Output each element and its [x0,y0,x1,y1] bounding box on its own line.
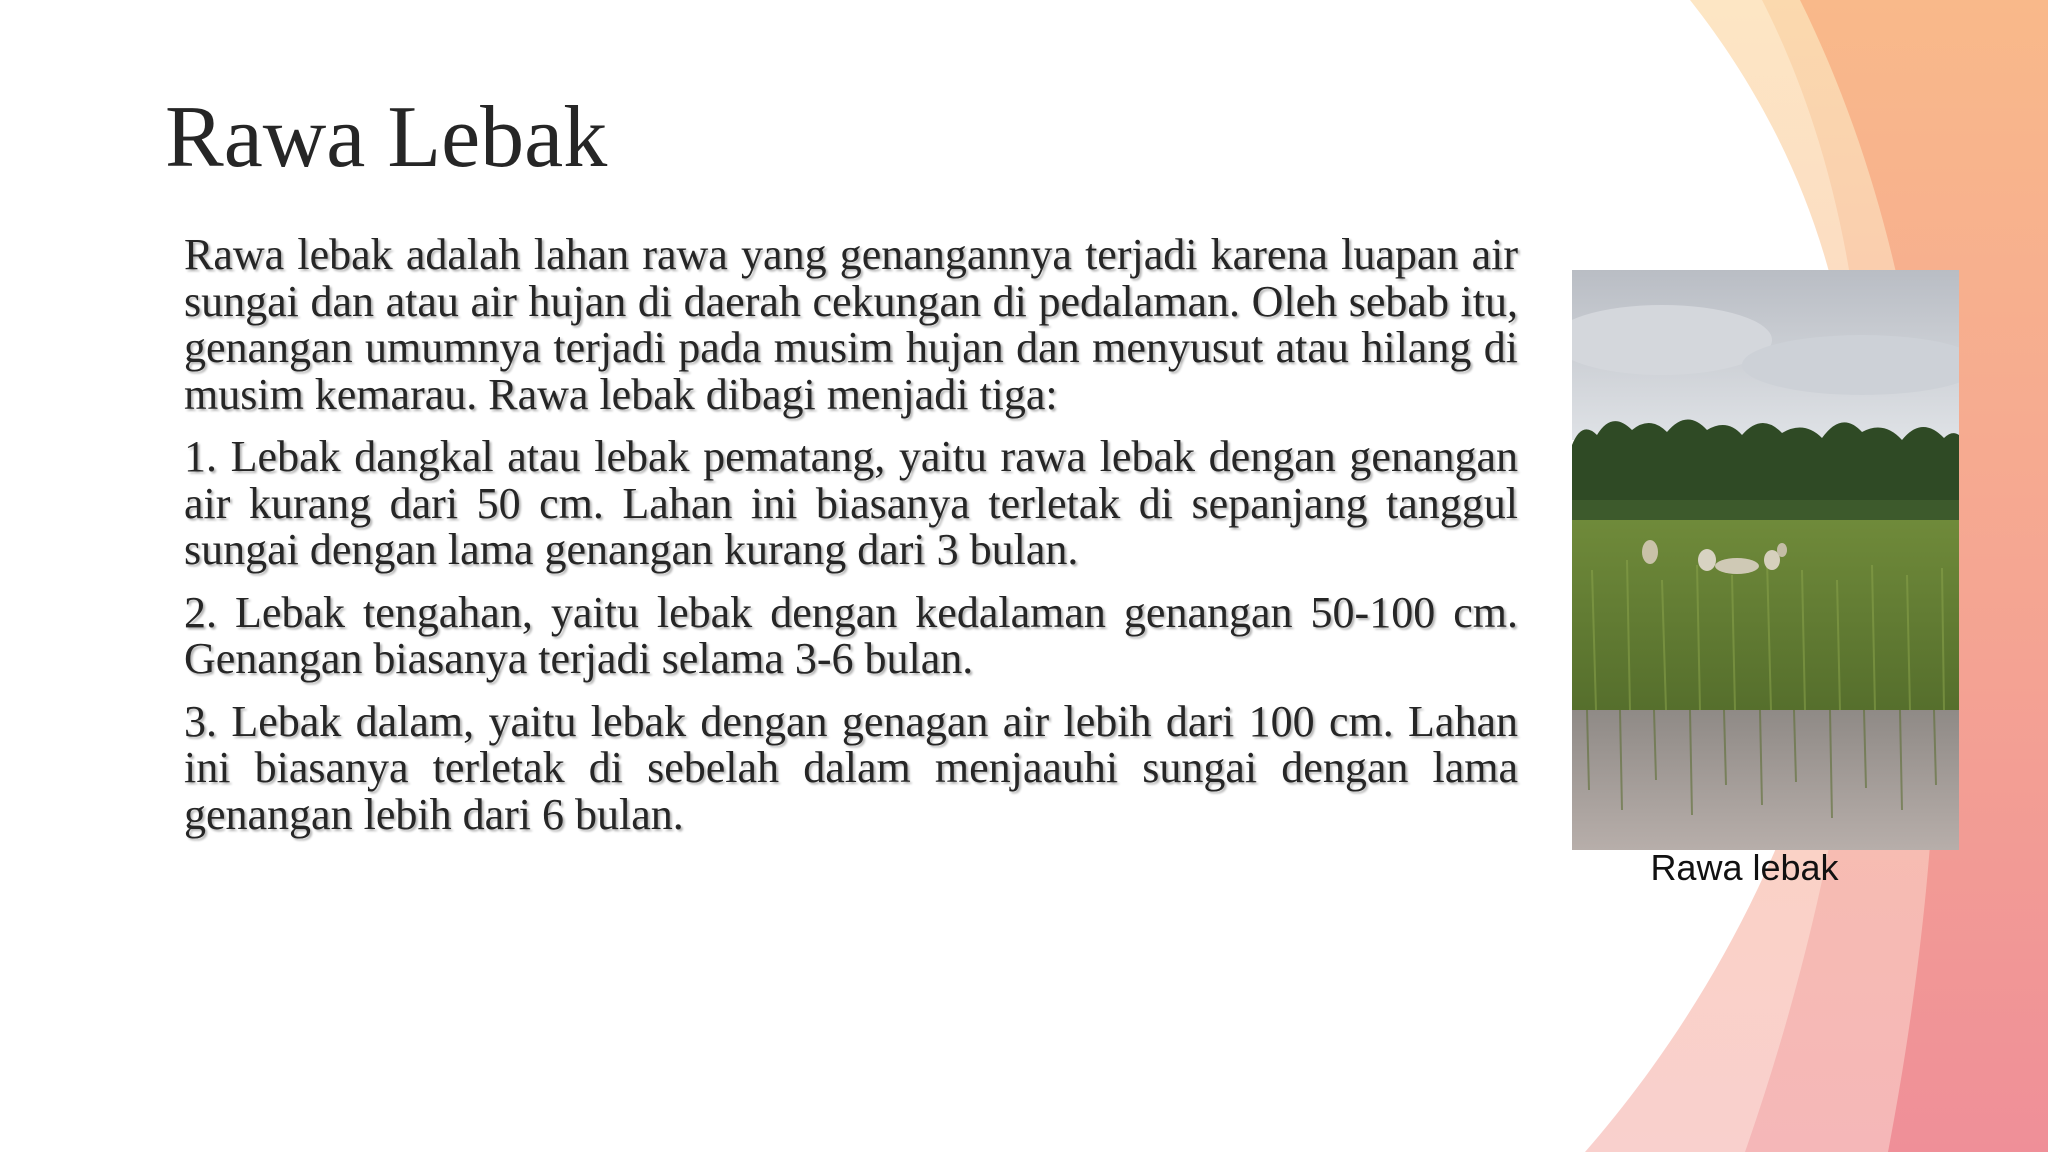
paragraph-intro: Rawa lebak adalah lahan rawa yang genangannya terjadi karena luapan air sungai dan atau air hujan di daerah cekungan di pedalaman. Oleh sebab itu, genangan umumnya terjadi pada musim hujan dan menyusut atau hilang di musim kemarau. Rawa lebak dibagi menjadi tiga: [184,230,1518,419]
swamp-photo [1572,270,1959,850]
paragraph-lebak-dangkal: 1. Lebak dangkal atau lebak pematang, yaitu rawa lebak dengan genangan air kurang dari 50 cm. Lahan ini biasanya terletak di sepanjang tanggul sungai dengan lama genangan kurang dari 3 bulan. [184,432,1518,574]
paragraph-lebak-tengahan: 2. Lebak tengahan, yaitu lebak dengan kedalaman genangan 50-100 cm. Genangan biasanya terjadi selama 3-6 bulan. [184,587,1518,683]
slide-title: Rawa Lebak [165,89,608,186]
image-caption: Rawa lebak [1650,847,1839,888]
paragraph-lebak-dalam: 3. Lebak dalam, yaitu lebak dengan genagan air lebih dari 100 cm. Lahan ini biasanya terletak di sebelah dalam menjaauhi sungai dengan lama genangan lebih dari 6 bulan. [184,696,1518,839]
body-text [184,232,1518,854]
swamp-photo-illustration [1572,270,1959,850]
